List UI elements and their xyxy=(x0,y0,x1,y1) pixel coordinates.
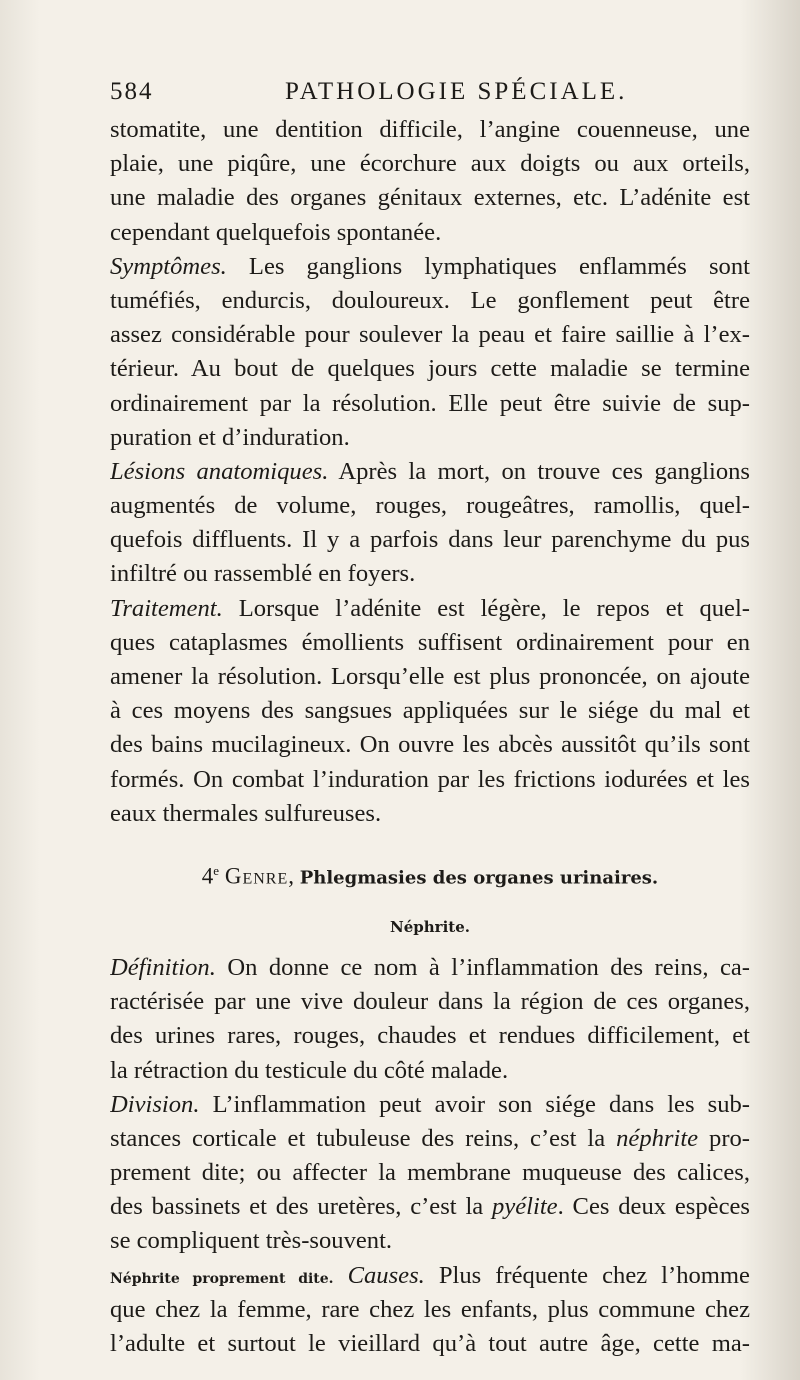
causes-label: Causes. xyxy=(347,1261,425,1289)
symptomes-label: Symptômes. xyxy=(110,252,227,280)
text-run: . Ces deux espèces xyxy=(557,1193,750,1221)
text-run: pro- xyxy=(698,1124,750,1152)
text-line: térieur. Au bout de quelques jours cette maladie se termine xyxy=(110,355,750,383)
text-line: puration et d’induration. xyxy=(110,423,350,451)
causes-line xyxy=(110,1259,750,1293)
text-line: des urines rares, rouges, chaudes et rendues difficilement, et xyxy=(110,1022,750,1050)
text-run: Les ganglions lymphatiques enflammés sont xyxy=(226,252,750,280)
text-run: Lorsque l’adénite est légère, le repos et quel- xyxy=(222,594,750,622)
traitement-label: Traitement. xyxy=(110,594,223,622)
text-line: ordinairement par la résolution. Elle peut être suivie de sup- xyxy=(110,389,750,417)
text-run: Après la mort, on trouve ces ganglions xyxy=(328,457,750,485)
text-line: la rétraction du testicule du côté malade. xyxy=(110,1056,509,1084)
definition-line xyxy=(110,951,750,985)
text-run: Plus fréquente chez l’homme xyxy=(424,1261,750,1289)
text-line: que chez la femme, rare chez les enfants, plus commune chez xyxy=(110,1295,750,1323)
text-line xyxy=(110,1122,750,1156)
division-line xyxy=(110,1088,750,1122)
division-label: Division. xyxy=(110,1090,200,1118)
section-heading: 4e Genre, Phlegmasies des organes urinaires. xyxy=(201,862,659,889)
text-line: l’adulte et surtout le vieillard qu’à tout autre âge, cette ma- xyxy=(110,1330,750,1357)
text-run: stances corticale et tubuleuse des reins, c’est la xyxy=(110,1124,617,1152)
text-line: prement dite; ou affecter la membrane muqueuse des calices, xyxy=(110,1159,750,1187)
subsection-title: Néphrite. xyxy=(390,917,470,936)
text-line: assez considérable pour soulever la peau et faire saillie à l’ex- xyxy=(110,321,750,349)
section-number: 4 xyxy=(201,863,214,889)
text-line: quefois diffluents. Il y a parfois dans leur parenchyme du pus xyxy=(110,526,750,554)
body-text xyxy=(110,113,750,1361)
nephrite-subheading: Néphrite proprement dite. xyxy=(110,1270,334,1287)
text-line: stomatite, une dentition difficile, l’angine couenneuse, une xyxy=(110,116,750,143)
section-superscript: e xyxy=(213,862,220,878)
text-line: plaie, une piqûre, une écorchure aux doigts ou aux orteils, xyxy=(110,150,750,178)
page-number: 584 xyxy=(110,78,154,105)
lesions-label: Lésions anatomiques. xyxy=(110,457,329,485)
text-line xyxy=(110,1190,750,1224)
section-title: Phlegmasies des organes urinaires. xyxy=(299,867,659,889)
symptomes-line xyxy=(110,250,750,284)
text-line: eaux thermales sulfureuses. xyxy=(110,799,382,827)
text-line: une maladie des organes génitaux externes, etc. L’adénite est xyxy=(110,184,750,212)
nephrite-term: néphrite xyxy=(616,1124,699,1152)
text-run: des bassinets et des uretères, c’est la xyxy=(110,1193,493,1221)
lesions-line xyxy=(110,455,750,489)
text-line: infiltré ou rassemblé en foyers. xyxy=(110,560,416,588)
pyelite-term: pyélite xyxy=(492,1193,558,1221)
definition-label: Définition. xyxy=(110,953,216,981)
text-line: cependant quelquefois spontanée. xyxy=(110,218,442,246)
text-run: L’inflammation peut avoir son siége dans les sub- xyxy=(199,1090,750,1118)
text-run: On donne ce nom à l’inflammation des reins, ca- xyxy=(215,953,750,981)
text-line: à ces moyens des sangsues appliquées sur le siége du mal et xyxy=(110,697,750,725)
text-line: des bains mucilagineux. On ouvre les abcès aussitôt qu’ils sont xyxy=(110,731,750,759)
text-line: augmentés de volume, rouges, rougeâtres, ramollis, quel- xyxy=(110,492,750,520)
running-head: PATHOLOGIE SPÉCIALE. xyxy=(285,78,628,105)
text-line: se compliquent très-souvent. xyxy=(110,1227,393,1255)
page-header xyxy=(110,78,740,108)
text-line: tuméfiés, endurcis, douloureux. Le gonflement peut être xyxy=(110,286,750,314)
traitement-line xyxy=(110,592,750,626)
text-line: ques cataplasmes émollients suffisent ordinairement pour en xyxy=(110,628,750,656)
text-line: formés. On combat l’induration par les frictions iodurées et les xyxy=(110,765,750,793)
text-line: amener la résolution. Lorsqu’elle est plus prononcée, on ajoute xyxy=(110,663,750,690)
text-line: ractérisée par une vive douleur dans la région de ces organes, xyxy=(110,988,750,1016)
section-genre: Genre xyxy=(224,863,289,889)
